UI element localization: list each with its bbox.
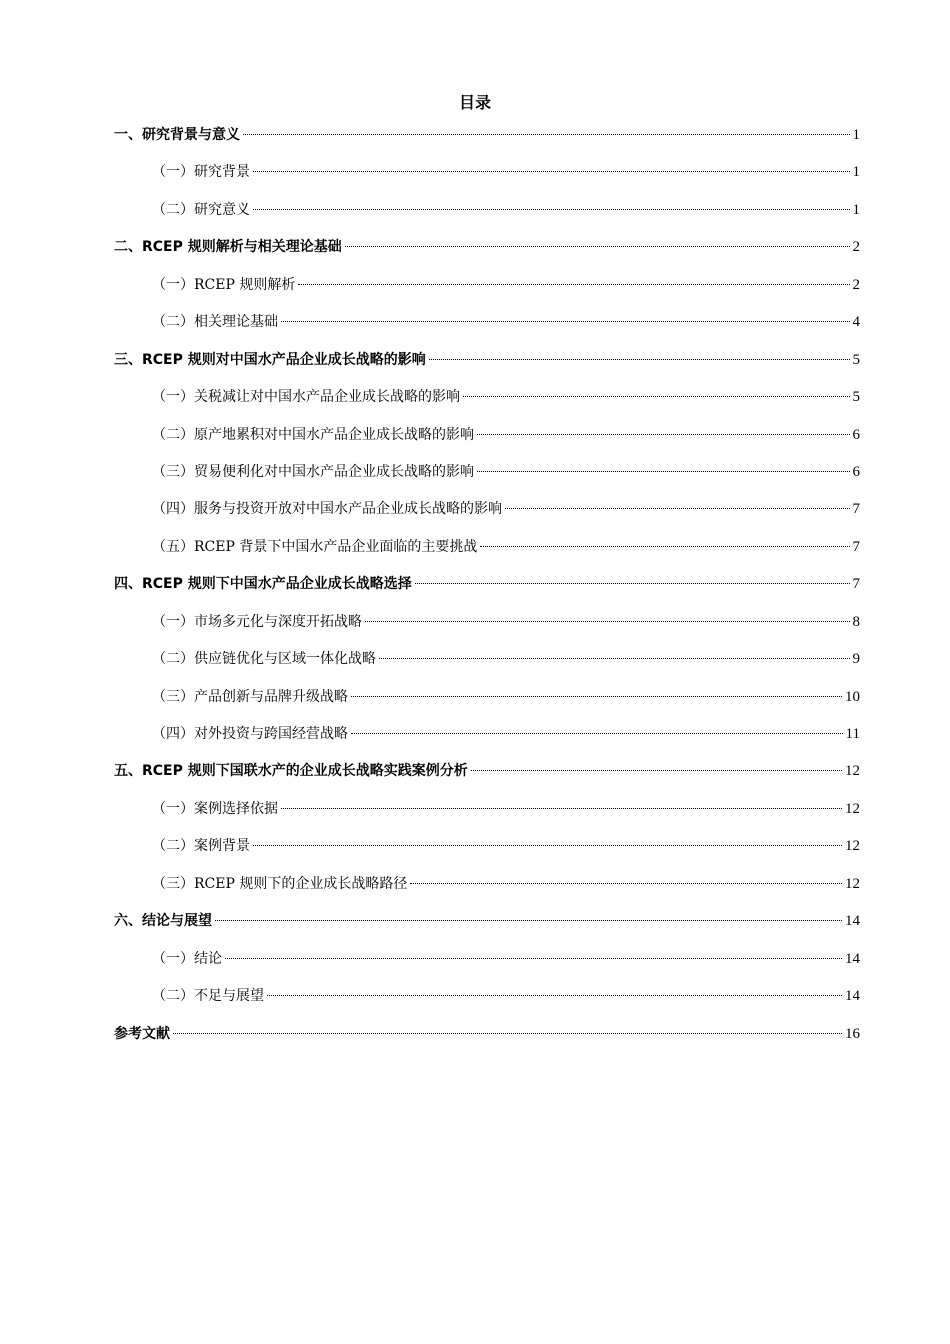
toc-chapter-entry[interactable] <box>114 1021 860 1058</box>
toc-page-number: 2 <box>852 276 860 293</box>
toc-entry-title: （一）RCEP 规则解析 <box>152 276 296 293</box>
toc-page-number: 14 <box>845 950 860 967</box>
toc-chapter-entry[interactable] <box>114 347 860 384</box>
toc-section-entry[interactable] <box>114 609 860 646</box>
toc-section-entry[interactable] <box>114 309 860 346</box>
toc-page-number: 12 <box>845 800 860 817</box>
dot-leader <box>505 508 850 509</box>
toc-chapter-entry[interactable] <box>114 571 860 608</box>
toc-entry-title: （一）研究背景 <box>152 164 250 181</box>
table-of-contents <box>114 122 860 1058</box>
toc-section-entry[interactable] <box>114 983 860 1020</box>
toc-page-number: 12 <box>845 875 860 892</box>
toc-page-number: 6 <box>852 426 860 443</box>
dot-leader <box>345 246 850 247</box>
toc-entry-title: （二）案例背景 <box>152 838 250 855</box>
toc-entry-title: （四）服务与投资开放对中国水产品企业成长战略的影响 <box>152 501 502 518</box>
toc-entry-title: （一）案例选择依据 <box>152 800 278 817</box>
toc-section-entry[interactable] <box>114 459 860 496</box>
dot-leader <box>379 658 850 659</box>
dot-leader <box>351 696 842 697</box>
toc-section-entry[interactable] <box>114 946 860 983</box>
toc-entry-title: （三）贸易便利化对中国水产品企业成长战略的影响 <box>152 463 474 480</box>
toc-entry-title: （一）关税减让对中国水产品企业成长战略的影响 <box>152 389 460 406</box>
dot-leader <box>173 1033 842 1034</box>
toc-entry-title: 五、RCEP 规则下国联水产的企业成长战略实践案例分析 <box>114 763 468 780</box>
toc-section-entry[interactable] <box>114 272 860 309</box>
toc-page-number: 14 <box>845 988 860 1005</box>
toc-page-number: 7 <box>852 538 860 555</box>
toc-page-number: 7 <box>852 576 860 593</box>
dot-leader <box>243 134 850 135</box>
dot-leader <box>429 359 850 360</box>
dot-leader <box>253 171 850 172</box>
toc-entry-title: （三）产品创新与品牌升级战略 <box>152 688 348 705</box>
toc-page-number: 1 <box>852 127 860 143</box>
dot-leader <box>477 434 850 435</box>
toc-page-number: 16 <box>845 1025 860 1042</box>
toc-entry-title: （二）不足与展望 <box>152 988 264 1005</box>
dot-leader <box>253 209 850 210</box>
dot-leader <box>415 583 850 584</box>
toc-entry-title: （一）市场多元化与深度开拓战略 <box>152 613 362 630</box>
toc-section-entry[interactable] <box>114 871 860 908</box>
dot-leader <box>215 920 842 921</box>
toc-title: 目录 <box>458 93 491 112</box>
toc-entry-title: （四）对外投资与跨国经营战略 <box>152 726 348 742</box>
toc-entry-title: 六、结论与展望 <box>114 913 212 930</box>
toc-entry-title: （二）相关理论基础 <box>152 314 278 331</box>
toc-page-number: 4 <box>852 314 860 331</box>
toc-entry-title: 三、RCEP 规则对中国水产品企业成长战略的影响 <box>114 351 426 368</box>
toc-section-entry[interactable] <box>114 422 860 459</box>
dot-leader <box>410 883 842 884</box>
toc-entry-title: （二）研究意义 <box>152 201 250 218</box>
toc-section-entry[interactable] <box>114 197 860 234</box>
toc-section-entry[interactable] <box>114 684 860 721</box>
toc-entry-title: （一）结论 <box>152 950 222 967</box>
toc-page-number: 12 <box>845 838 860 855</box>
toc-chapter-entry[interactable] <box>114 234 860 271</box>
dot-leader <box>281 808 842 809</box>
toc-page-number: 10 <box>845 688 860 705</box>
dot-leader <box>298 284 849 285</box>
dot-leader <box>351 733 843 734</box>
dot-leader <box>281 321 850 322</box>
toc-chapter-entry[interactable] <box>114 758 860 795</box>
toc-section-entry[interactable] <box>114 534 860 571</box>
toc-section-entry[interactable] <box>114 159 860 196</box>
toc-entry-title: （三）RCEP 规则下的企业成长战略路径 <box>152 875 408 892</box>
toc-entry-title: 一、研究背景与意义 <box>114 127 240 143</box>
toc-page-number: 14 <box>845 913 860 930</box>
toc-section-entry[interactable] <box>114 721 860 758</box>
toc-chapter-entry[interactable] <box>114 908 860 945</box>
dot-leader <box>463 396 850 397</box>
toc-page-number: 8 <box>852 613 860 630</box>
toc-page-number: 12 <box>845 763 860 780</box>
toc-section-entry[interactable] <box>114 496 860 533</box>
toc-section-entry[interactable] <box>114 833 860 870</box>
dot-leader <box>471 770 842 771</box>
toc-section-entry[interactable] <box>114 646 860 683</box>
dot-leader <box>253 845 842 846</box>
toc-entry-title: （二）原产地累积对中国水产品企业成长战略的影响 <box>152 426 474 443</box>
toc-section-entry[interactable] <box>114 796 860 833</box>
toc-entry-title: 二、RCEP 规则解析与相关理论基础 <box>114 239 342 256</box>
toc-page-number: 6 <box>852 463 860 480</box>
toc-page-number: 7 <box>852 501 860 518</box>
toc-chapter-entry[interactable] <box>114 122 860 159</box>
toc-entry-title: （二）供应链优化与区域一体化战略 <box>152 651 376 668</box>
toc-entry-title: （五）RCEP 背景下中国水产品企业面临的主要挑战 <box>152 538 478 555</box>
toc-page-number: 5 <box>852 351 860 368</box>
dot-leader <box>267 995 842 996</box>
dot-leader <box>365 621 850 622</box>
toc-page-number: 1 <box>852 164 860 181</box>
toc-entry-title: 四、RCEP 规则下中国水产品企业成长战略选择 <box>114 576 412 593</box>
dot-leader <box>477 471 850 472</box>
toc-page-number: 5 <box>852 389 860 406</box>
dot-leader <box>480 546 849 547</box>
toc-page-number: 2 <box>852 239 860 256</box>
toc-page-number: 1 <box>852 201 860 218</box>
toc-page-number: 9 <box>852 651 860 668</box>
dot-leader <box>225 958 842 959</box>
toc-page-number: 11 <box>845 726 860 742</box>
toc-entry-title: 参考文献 <box>114 1025 170 1042</box>
toc-section-entry[interactable] <box>114 384 860 421</box>
